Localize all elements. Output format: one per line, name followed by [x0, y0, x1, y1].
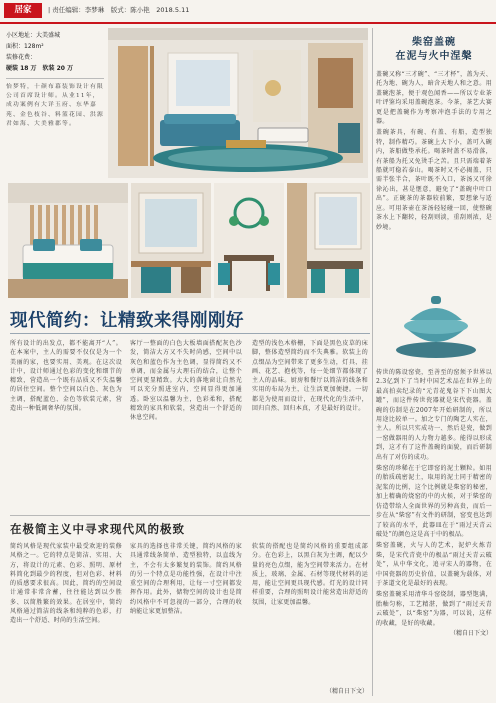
dining-photo — [214, 183, 284, 298]
sidebar-paragraph: 柴窑盖碗采用清华斗窑烧制，器型饱满，胎釉匀称，工艺精湛，做到了“雨过天青云破处”，以“柴窑”为器，可以说，这样的收藏，是好的收藏。 — [376, 591, 492, 627]
sub-article-column-1: 简约风格是现代家装中最受欢迎的装修风格之一。它的特点是简洁、实用、大方，将设计的元素、色彩、照明、原材料简化到最少的程度，但对色彩、材料的质感要求很高。因此，简约的空间设计通常非常含蓄，往往能达到以少胜多、以简胜繁的效果。在居室中，简约风格通过简洁的线条和纯粹的色彩，打造出一个舒适、时尚的生活空间。 — [10, 543, 122, 625]
sidebar-title-line2: 在泥与火中涅槃 — [395, 51, 473, 62]
info-divider — [6, 78, 104, 79]
gaiwan-photo — [386, 276, 486, 364]
article-column-1: 所有设计的出发点，都不能离开“人”。在本案中，主人的需要不仅仅是为一个美丽的家，也要实用、美观。在这次设计中，设计师通过色彩的变化和细节的精致，营造出一个既有品质又不失温馨的居住空间。整个空间以白色、灰色为主调，搭配蓝色、金色等软装元素，营造出一种低调奢华的氛围。 — [10, 340, 122, 413]
headline-rule — [10, 333, 370, 334]
area-label: 小区地址：大美盛城 — [6, 32, 61, 39]
sub-article-column-3: 软装的搭配也是简约风格的重要组成部分。在色彩上，以黑白灰为主调，配以少量的亮色点缀，能为空间带来活力。在材质上，玻璃、金属、石材等现代材料的运用，能让空间更具现代感。灯光的设计同样重要，合理的照明设计能营造出舒适的氛围，让家更加温馨。 — [252, 543, 368, 606]
study-photo — [131, 183, 211, 298]
section-title: 在极简主义中寻求现代风的极致 — [10, 522, 185, 536]
sidebar-lower-text — [376, 368, 492, 637]
page-header — [0, 0, 496, 22]
designer-bio: 怡梦特，十颜布幕装饰设计有限公司首席设计师。从业11年，成功案例有大详玉府、东华嘉苑、金色枝谷、料篮花园、洪源君如海、大美雅郡等。 — [6, 84, 104, 127]
editor-line: | 责任编辑：李梦琳 版式：陈小艳 2018.5.11 — [48, 6, 190, 14]
article-column-2: 客厅一整面的白色大板墙面搭配灰色沙发，简洁大方又不失时尚感，空间中以灰色和蓝色作为主色调，显得简约又不单调，而金属与大理石的结合，让整个空间更显精致。大大的落地窗让自然光可以充分照进室内，空间显得更加通透。卧室以温馨为主，色彩柔和，搭配精致的家具和软装，营造出一个舒适的休息空间。 — [130, 340, 242, 422]
budget-value: 硬装 18 万 软装 20 万 — [6, 65, 74, 72]
sub-article-column-2: 家具的选择也非常关键，简约风格的家具通常线条简单、造型独特，以直线为主，不会有太多繁复的装饰。简约风格的另一个特点是功能性强，在设计中注重空间的合理利用，让每一寸空间都发挥作用。此外，储物空间的设计也是简约风格中不可忽视的一部分，合理的收纳能让家更加整洁。 — [130, 543, 242, 616]
sidebar-paragraph: 盖碗茶具，有碗、有盖、有船，造型独特，制作精巧。茶碗上大下小，盖可入碗内，茶船做垫承托。喝茶时盖不易滑落，有茶船为托又免烫手之苦。且只需端着茶船就可稳若泰山。喝茶时又不必揭盖，只需半张半合，茶叶既不入口，茶汤又可徐徐沁出，甚是惬意，避免了“盖碗中叶口出”。正碗茶的茶器较前繁，要想象与适应。可用茶壶在茶汤轻轻碰一回，使整碗茶水上下翻转，轻刮则淡，重刮则浓，是妙境。 — [376, 129, 492, 231]
sidebar-title-line1: 柴窑盖碗 — [412, 37, 456, 48]
bedroom-photo — [8, 183, 128, 298]
continued-note: （精自日下文） — [449, 629, 492, 637]
sidebar-article — [376, 28, 492, 232]
article-column-3: 造型的浅色木格栅，下面是黑色皮草的床脚，整体造型简约而不失典雅。软装上的点缀品为空间带来了更多生动，灯具、挂画、花艺、抱枕等，每一处细节都体现了主人的品味。厨房和餐厅以简洁的线条和实用的布局为主，让生活更加便捷。一切都是为使用而设计，在现代化的生活中，回归自然、回归本真，才是最好的设计。 — [252, 340, 368, 413]
sidebar-paragraph: 盖碗又称“三才碗”、“三才杯”，盖为天、托为地、碗为人，暗含天地人和之意。用盖碗泡茶，便于观色闻香——所以专业茶叶评鉴均采用盖碗泡茶。今茶，茶艺大赛更是把盖碗作为考察冲泡手法的专用之器。 — [376, 71, 492, 126]
column-divider — [372, 28, 373, 696]
header-rule — [0, 22, 496, 24]
sidebar-paragraph: 柴窑盖碗，火与人的艺术，泥炉火炼青柴，是宋代青瓷中的极品“雨过天青云破处”，从中华文化，追寻宋人的器物，在中国瓷器的历史价值，以盖碗为载体，对于茶道文化是最好的表现。 — [376, 542, 492, 587]
size-label: 面积：128m² — [6, 43, 44, 50]
article-headline: 现代简约：让精致来得刚刚好 — [10, 311, 244, 331]
section-divider — [10, 515, 370, 516]
continued-note: （精自日下文） — [325, 688, 368, 695]
sidebar-paragraph: 柴窑的珍稀在于它即窑的泥土颗粒。如用的胎质疏密泥土，取用的泥土同于精密的泥浆的比例，这个比例就是柴窑的秘密，加上精确的烧窑的中的火候，对于柴窑的仿造带给人全面世界的另种高贵，而后一步在从“柴窑”有文件的研制，窑变也达到了较高的水平，此器皿在于“雨过天青云破处”的颜色这是高于中的极品。 — [376, 465, 492, 538]
lounge-photo — [287, 183, 370, 298]
budget-label: 装修花费： — [6, 54, 37, 61]
living-room-photo — [108, 28, 368, 178]
project-info-box — [6, 30, 104, 178]
sidebar-paragraph: 传世的陈设窑瓷，至善至的窑须予世界以2.3亿到下了当时中国艺术品在世界上的最高拍卖纪录的“元青花鬼谷下下山图大罐”，而这件传世瓷器就是宋代瓷器。盖碗的仿制是在2007年开始研制的，所以用途比较单一。加之专门的陶艺人实在，主人。所以只实成功一、然后是瓷，做到一窑做器用的人力物力越多。能得以形成到，这才有了这件盖碗的面貌，而后研制出有了对仿的成功。 — [376, 369, 492, 461]
section-badge: 居家 — [4, 3, 42, 18]
